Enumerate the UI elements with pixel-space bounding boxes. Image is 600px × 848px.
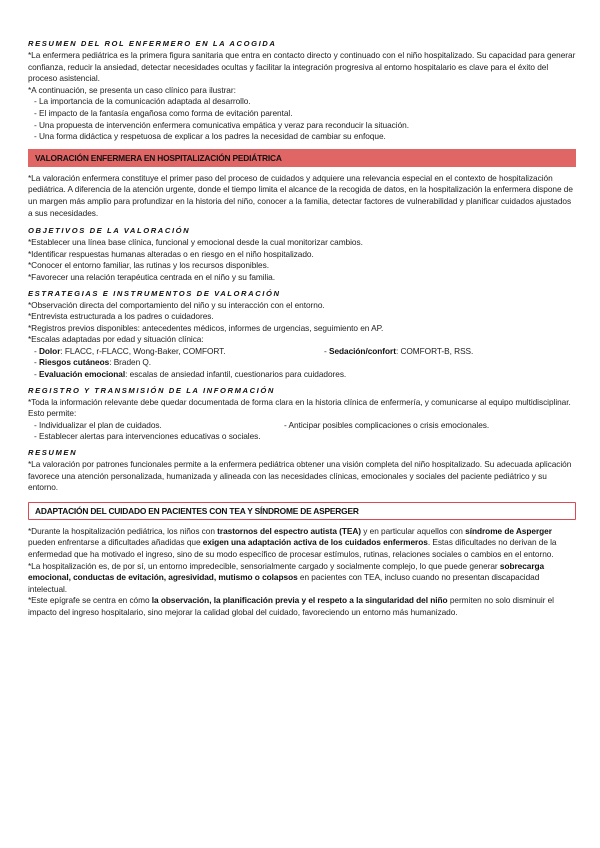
paragraph: *Durante la hospitalización pediátrica, los niños con trastornos del espectro autista (TEA) y en particular aquellos con síndrome de Asperger pueden enfrentarse a dificultades añadidas que exigen una adaptación activa de los cuidados enfermeros. Estas dificultades no derivan de la enfermedad que ha motivado el ingreso, sino de su modo específico de procesar estímulos, rutinas, relaciones sociales o cambios en el entorno. [28,525,557,559]
list-item: - Individualizar el plan de cuidados. [34,419,162,430]
subheading-estrategias: ESTRATEGIAS E INSTRUMENTOS DE VALORACIÓN [28,288,281,298]
list-item: *Observación directa del comportamiento del niño y su interacción con el entorno. [28,299,325,310]
paragraph: *Este epígrafe se centra en cómo la observación, la planificación previa y el respeto a la singularidad del niño permiten no solo disminuir el impacto del ingreso hospitalario, sino mejorar la calidad global del cuidado, favoreciendo un entorno más humanizado. [28,595,554,617]
scale-emocional: - Evaluación emocional: escalas de ansiedad infantil, cuestionarios para cuidadores. [34,369,347,380]
list-item: - El impacto de la fantasía engañosa como forma de evitación parental. [34,107,293,118]
bullet-list [28,96,576,142]
list-item: *Identificar respuestas humanas alteradas o en riesgo en el niño hospitalizado. [28,248,314,259]
document-page [28,38,576,619]
subheading-objetivos: OBJETIVOS DE LA VALORACIÓN [28,226,191,236]
paragraph: *La valoración por patrones funcionales permite a la enfermera pediátrica obtener una visión completa del niño hospitalizado. Su adecuada aplicación favorece una atención personalizada, humanizada y alineada con las necesidades clínicas, emocionales y sociales del paciente pediátrico y su entorno. [28,459,572,493]
scales-list [28,346,576,381]
scale-sedacion: - Sedación/confort: COMFORT-B, RSS. [324,345,474,356]
list-item: *Escalas adaptadas por edad y situación clínica: [28,334,204,345]
list-item: - Una propuesta de intervención enfermera comunicativa empática y veraz para reconducir la situación. [34,119,409,130]
subheading-resumen: RESUMEN [28,448,78,458]
paragraph: *La enfermera pediátrica es la primera figura sanitaria que entra en contacto directo y continuado con el niño hospitalizado. Su capacidad para generar confianza, reducir la ansiedad, detectar necesidades ocultas y facilitar la integración progresiva al entorno hospitalario es clave para el éxito del proceso asistencial. [28,50,576,84]
registro-list [28,420,576,443]
list-item: *Establecer una línea base clínica, funcional y emocional desde la cual monitorizar cambios. [28,237,363,248]
list-item: - Anticipar posibles complicaciones o crisis emocionales. [284,419,490,430]
section-banner-tea: ADAPTACIÓN DEL CUIDADO EN PACIENTES CON TEA Y SÍNDROME DE ASPERGER [28,502,576,520]
scale-dolor: - Dolor: FLACC, r-FLACC, Wong-Baker, COMFORT. [34,345,226,356]
list-item: - La importancia de la comunicación adaptada al desarrollo. [34,96,251,107]
list-item: - Una forma didáctica y respetuosa de explicar a los padres la necesidad de cambiar su enfoque. [34,131,386,142]
paragraph: *Toda la información relevante debe quedar documentada de forma clara en la historia clínica de enfermería, y comunicarse al equipo multidisciplinar. Esto permite: [28,396,571,419]
paragraph: *A continuación, se presenta un caso clínico para ilustrar: [28,84,236,95]
paragraph: *La hospitalización es, de por sí, un entorno impredecible, sensorialmente cargado y socialmente complejo, lo que puede generar sobrecarga emocional, conductas de evitación, agresividad, mutismo o colapsos en pacientes con TEA, incluso cuando no presentan discapacidad intelectual. [28,560,545,594]
paragraph: *La valoración enfermera constituye el primer paso del proceso de cuidados y adquiere una relevancia especial en el contexto de hospitalización pediátrica. A diferencia de la atención urgente, donde el tiempo limita el alcance de la recogida de datos, en la hospitalización la enfermera dispone de un margen más amplio para profundizar en la historia del niño, conocer a la familia, detectar factores de vulnerabilidad y planificar cuidados ajustados a sus necesidades. [28,172,573,218]
list-item: *Entrevista estructurada a los padres o cuidadores. [28,311,214,322]
section-banner-valoracion: VALORACIÓN ENFERMERA EN HOSPITALIZACIÓN PEDIÁTRICA [28,149,576,167]
list-item: - Establecer alertas para intervenciones educativas o sociales. [34,431,261,442]
list-item: *Registros previos disponibles: antecedentes médicos, informes de urgencias, seguimiento en AP. [28,322,384,333]
list-item: *Favorecer una relación terapéutica centrada en el niño y su familia. [28,271,275,282]
section-heading-resumen-rol: RESUMEN DEL ROL ENFERMERO EN LA ACOGIDA [28,39,277,48]
subheading-registro: REGISTRO Y TRANSMISIÓN DE LA INFORMACIÓN [28,385,275,395]
scale-riesgos: - Riesgos cutáneos: Braden Q. [34,357,152,368]
list-item: *Conocer el entorno familiar, las rutinas y los recursos disponibles. [28,260,269,271]
